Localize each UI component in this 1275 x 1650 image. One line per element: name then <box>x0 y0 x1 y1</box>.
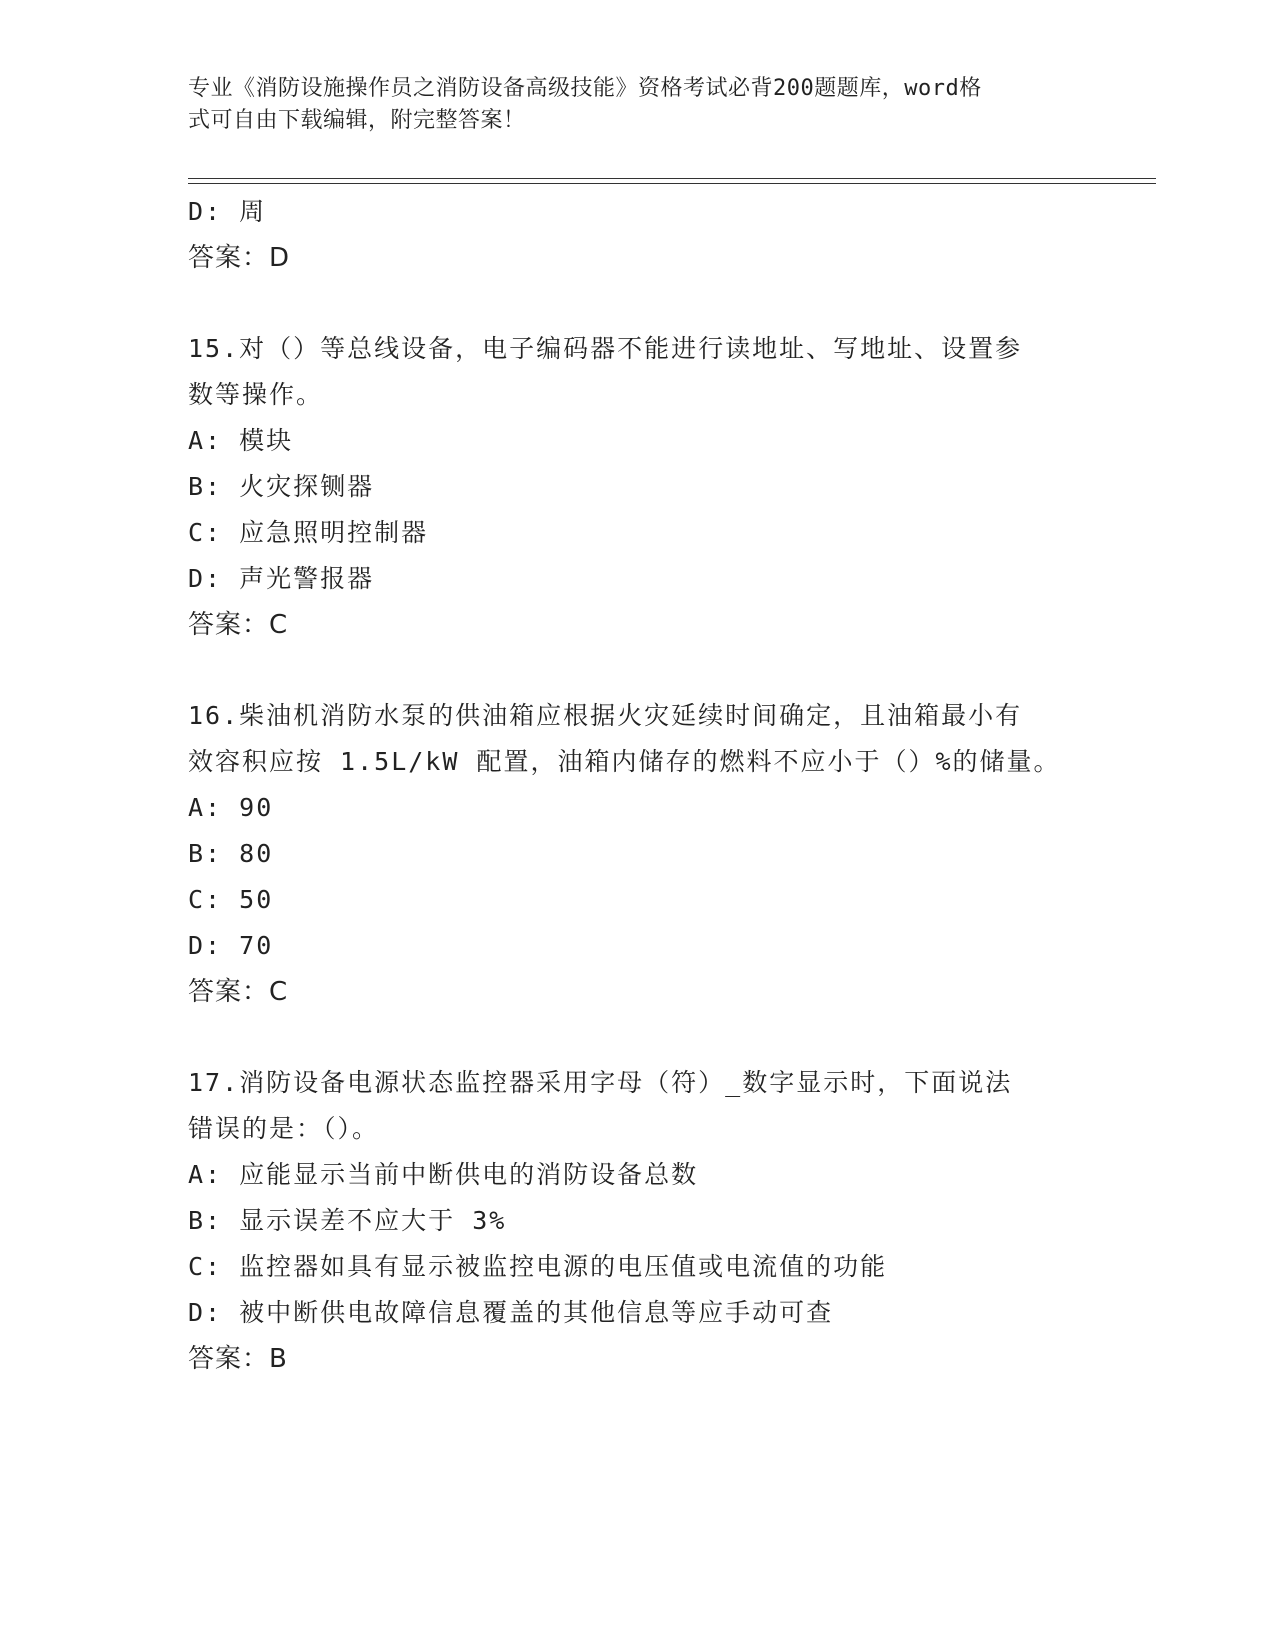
question-15 <box>188 326 1088 648</box>
header-divider-top <box>188 178 1156 179</box>
answer: 答案：B <box>188 1344 288 1374</box>
question-list <box>188 189 1088 1382</box>
option-a: A: 应能显示当前中断供电的消防设备总数 <box>188 1160 699 1189</box>
spacer <box>188 281 1088 326</box>
question-text-line-2: 效容积应按 1.5L/kW 配置，油箱内储存的燃料不应小于（）%的储量。 <box>188 747 1061 776</box>
question-text-line-2: 错误的是：（）。 <box>188 1114 380 1143</box>
option-d: D: 70 <box>188 931 274 960</box>
option-c: C: 50 <box>188 885 274 914</box>
answer: 答案：C <box>188 977 289 1007</box>
previous-option-d: D: 周 <box>188 197 267 226</box>
answer: 答案：C <box>188 610 289 640</box>
option-a: A: 模块 <box>188 426 294 455</box>
option-d: D: 被中断供电故障信息覆盖的其他信息等应手动可查 <box>188 1298 834 1327</box>
question-16 <box>188 693 1088 1015</box>
header-divider-bottom <box>188 183 1156 184</box>
spacer <box>188 1015 1088 1060</box>
header-line-2: 式可自由下载编辑，附完整答案！ <box>188 108 526 133</box>
question-text-line-2: 数等操作。 <box>188 380 324 409</box>
option-d: D: 声光警报器 <box>188 564 375 593</box>
option-b: B: 显示误差不应大于 3% <box>188 1206 507 1235</box>
spacer <box>188 648 1088 693</box>
header-line-1: 专业《消防设施操作员之消防设备高级技能》资格考试必背200题题库，word格 <box>188 76 982 101</box>
document-header <box>188 73 1088 137</box>
option-c: C: 应急照明控制器 <box>188 518 429 547</box>
question-text-line-1: 17.消防设备电源状态监控器采用字母（符）_数字显示时，下面说法 <box>188 1068 1013 1097</box>
question-17 <box>188 1060 1088 1382</box>
option-b: B: 火灾探铡器 <box>188 472 375 501</box>
option-a: A: 90 <box>188 793 274 822</box>
option-b: B: 80 <box>188 839 274 868</box>
question-text-line-1: 16.柴油机消防水泵的供油箱应根据火灾延续时间确定，且油箱最小有 <box>188 701 1023 730</box>
option-c: C: 监控器如具有显示被监控电源的电压值或电流值的功能 <box>188 1252 888 1281</box>
question-text-line-1: 15.对（）等总线设备，电子编码器不能进行读地址、写地址、设置参 <box>188 334 1023 363</box>
previous-answer: 答案：D <box>188 243 291 273</box>
